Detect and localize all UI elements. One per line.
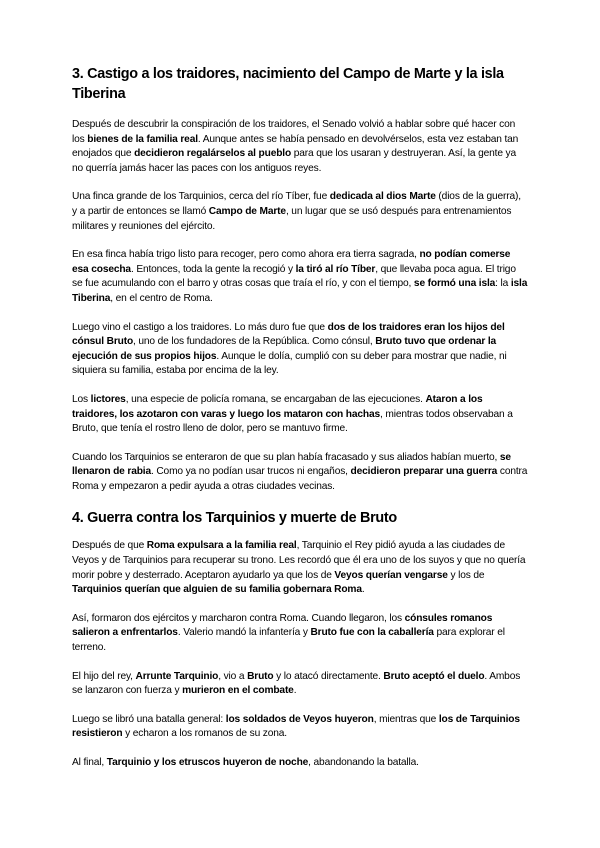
text-run: , abandonando la batalla. (308, 757, 419, 768)
text-run: Cuando los Tarquinios se enteraron de que su plan había fracasado y sus aliados habían muerto, (72, 451, 500, 463)
text-run: , mientras todos observaban a Bruto, que tenía el rostro lleno de dolor, pero se mantuvo firme. (72, 408, 513, 435)
text-run: , una especie de policía romana, se encargaban de las ejecuciones. (125, 393, 426, 405)
text-run: contra Roma y empezaron a pedir ayuda a otras ciudades vecinas. (72, 466, 528, 492)
bold-text: Bruto tuvo que ordenar la ejecución de sus propios hijos (72, 336, 497, 362)
text-run: y echaron a los romanos de su zona. (122, 728, 287, 740)
text-run: El hijo del rey, (72, 670, 136, 682)
text-run: . Ambos se lanzaron con fuerza y (72, 670, 521, 697)
bold-text: bienes de la familia real (87, 133, 198, 145)
text-run: . Aunque le dolía, cumplió con su deber para mostrar que nadie, ni siquiera su familia, estaba por encima de la ley. (72, 350, 507, 377)
bold-text: la tiró al río Tíber (295, 263, 376, 275)
bold-text: los soldados de Veyos huyeron (225, 713, 374, 725)
text-run: . Valerio mandó la infantería y (177, 627, 311, 639)
paragraph (72, 393, 528, 437)
text-run: , Tarquinio el Rey pidió ayuda a las ciudades de Veyos y de Tarquinios para recuperar su trono. Les recordó que él era uno de los suyos y que no quería morir pobre y desterrado. Aceptaron ayudarlo ya que los de (72, 540, 526, 581)
bold-text: lictores (90, 393, 126, 405)
text-run: . Aunque antes se había pensado en devolvérselos, esta vez estaban tan enojados que (72, 133, 519, 160)
text-run: . (361, 584, 365, 596)
bold-text: Veyos querían vengarse (334, 569, 448, 581)
paragraph (72, 118, 528, 176)
section-3-heading: 3. Castigo a los traidores, nacimiento del Campo de Marte y la isla Tiberina (72, 66, 504, 102)
bold-text: se formó una isla (413, 278, 496, 290)
text-run: para explorar el terreno. (72, 627, 505, 654)
paragraph (72, 539, 528, 597)
bold-text: decidieron regalárselos al pueblo (134, 148, 292, 160)
text-run: Luego vino el castigo a los traidores. Lo más duro fue que (72, 321, 328, 333)
text-run: , uno de los fundadores de la República. Como cónsul, (133, 336, 376, 348)
bold-text: los de Tarquinios resistieron (72, 713, 520, 740)
text-run: para que los usaran y destruyeran. Así, la gente ya no querría jamás hacer las paces con los antiguos reyes. (72, 148, 517, 174)
text-run: Al final, (72, 757, 107, 768)
bold-text: decidieron preparar una guerra (350, 466, 498, 478)
section-3 (72, 64, 528, 494)
paragraph (72, 713, 528, 742)
text-run: Una finca grande de los Tarquinios, cerca del río Tíber, fue (72, 191, 330, 203)
paragraph (72, 190, 528, 234)
bold-text: Tarquinio y los etruscos huyeron de noche (106, 757, 309, 768)
paragraph (72, 248, 528, 306)
text-run: . (293, 685, 297, 697)
bold-text: se llenaron de rabia (72, 451, 511, 478)
paragraph (72, 756, 528, 771)
text-run: Después de descubrir la conspiración de los traidores, el Senado volvió a hablar sobre qué hacer con los (72, 119, 516, 145)
paragraph (72, 612, 528, 656)
bold-text: Tarquinios querían que alguien de su familia gobernara Roma (72, 584, 362, 596)
text-run: Luego se libró una batalla general: (72, 713, 226, 725)
paragraph (72, 451, 528, 495)
text-run: y los de (447, 569, 485, 581)
document-content (72, 64, 528, 785)
bold-text: Arrunte Tarquinio (135, 670, 219, 682)
text-run: (dios de la guerra), y a partir de entonces se llamó (72, 191, 521, 217)
text-run: Después de que (72, 540, 147, 552)
section-3-body (72, 118, 528, 494)
bold-text: Roma expulsara a la familia real (146, 540, 297, 552)
text-run: , que llevaba poca agua. El trigo se fue acumulando con el barro y otras cosas que traía el río, y con el tiempo, (72, 263, 516, 290)
text-run: , un lugar que se usó después para entrenamientos militares y reuniones del ejército. (72, 205, 512, 232)
text-run: . Como ya no podían usar trucos ni engaños, (150, 466, 351, 478)
bold-text: no podían comerse esa cosecha (72, 249, 511, 275)
bold-text: Bruto (247, 670, 274, 682)
bold-text: dedicada al dios Marte (329, 191, 436, 203)
text-run: , vio a (218, 670, 248, 682)
bold-text: Campo de Marte (208, 205, 286, 217)
text-run: , en el centro de Roma. (110, 292, 213, 304)
section-4-heading: 4. Guerra contra los Tarquinios y muerte de Bruto (72, 510, 397, 527)
text-run: Así, formaron dos ejércitos y marcharon contra Roma. Cuando llegaron, los (72, 612, 405, 624)
section-4 (72, 508, 528, 770)
text-run: En esa finca había trigo listo para recoger, pero como ahora era tierra sagrada, (72, 249, 420, 261)
bold-text: cónsules romanos salieron a enfrentarlos (72, 612, 493, 639)
bold-text: Bruto aceptó el duelo (383, 670, 485, 682)
paragraph (72, 670, 528, 699)
paragraph (72, 321, 528, 379)
bold-text: murieron en el combate (182, 685, 294, 697)
section-4-body (72, 539, 528, 770)
text-run: . Entonces, toda la gente la recogió y (130, 263, 296, 275)
text-run: : la (495, 278, 511, 290)
bold-text: dos de los traidores eran los hijos del cónsul Bruto (72, 321, 505, 348)
text-run: Los (72, 393, 91, 405)
bold-text: isla Tiberina (72, 278, 528, 304)
text-run: , mientras que (373, 713, 439, 725)
text-run: y lo atacó directamente. (273, 670, 384, 682)
bold-text: Ataron a los traidores, los azotaron con varas y luego los mataron con hachas (72, 393, 483, 420)
bold-text: Bruto fue con la caballería (310, 627, 434, 639)
